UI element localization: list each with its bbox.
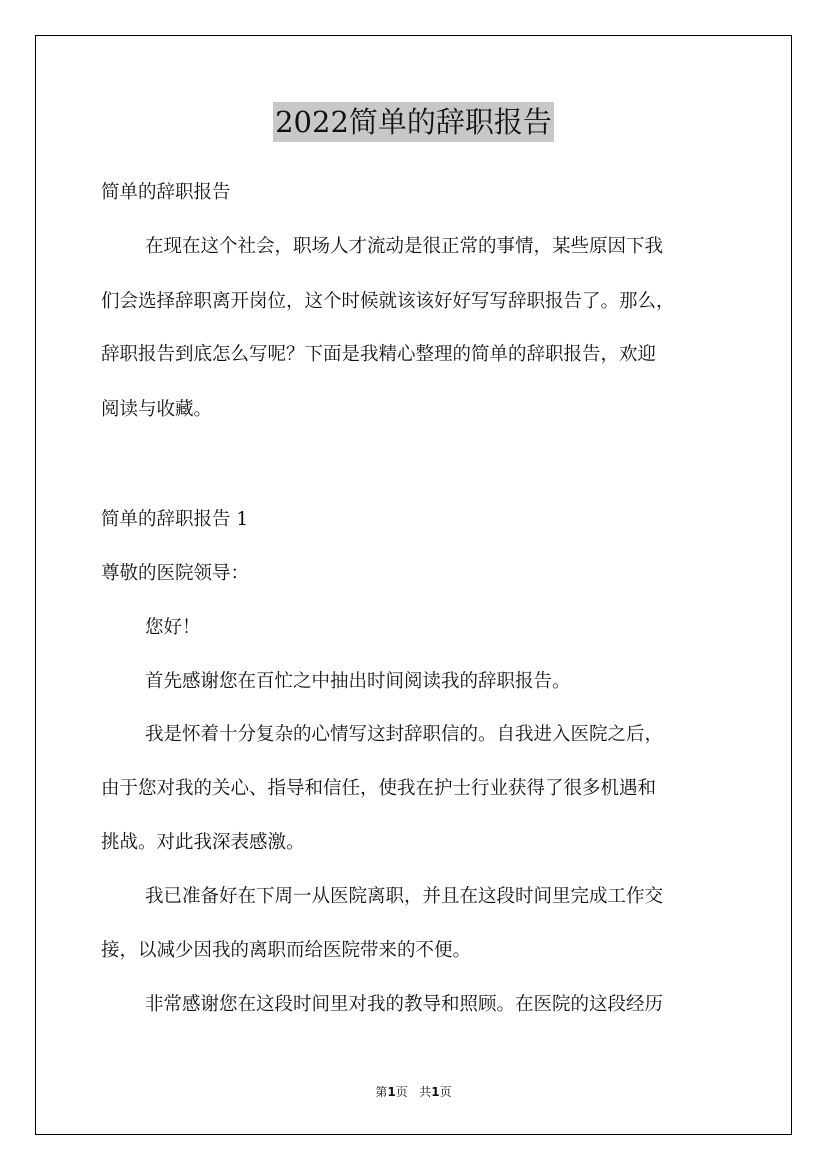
total-prefix: 共 (419, 1085, 432, 1099)
intro-line: 们会选择辞职离开岗位，这个时候就该该好好写写辞职报告了。那么， (101, 291, 675, 312)
page-footer (0, 1084, 827, 1100)
body-line: 由于您对我的关心、指导和信任，使我在护士行业获得了很多机遇和 (101, 778, 657, 799)
body-line: 首先感谢您在百忙之中抽出时间阅读我的辞职报告。 (145, 671, 571, 692)
body-line: 接，以减少因我的离职而给医院带来的不便。 (101, 940, 472, 961)
page-prefix: 第 (375, 1085, 388, 1099)
page-number: 1 (387, 1085, 396, 1099)
document-title: 2022简单的辞职报告 (273, 102, 554, 142)
intro-line: 在现在这个社会，职场人才流动是很正常的事情，某些原因下我 (145, 236, 664, 257)
greeting: 您好！ (145, 617, 201, 638)
body-line: 我已准备好在下周一从医院离职，并且在这段时间里完成工作交 (145, 886, 664, 907)
total-number: 1 (431, 1085, 440, 1099)
body-line: 我是怀着十分复杂的心情写这封辞职信的。自我进入医院之后， (145, 724, 664, 745)
subtitle: 简单的辞职报告 (101, 182, 231, 203)
intro-line: 辞职报告到底怎么写呢？下面是我精心整理的简单的辞职报告，欢迎 (101, 344, 657, 365)
page-suffix: 页 (395, 1085, 408, 1099)
total-suffix: 页 (439, 1085, 452, 1099)
title-container (0, 102, 827, 142)
body-line: 非常感谢您在这段时间里对我的教导和照顾。在医院的这段经历 (145, 994, 664, 1015)
intro-line: 阅读与收藏。 (101, 399, 213, 420)
salutation: 尊敬的医院领导： (101, 563, 250, 584)
section-heading: 简单的辞职报告 1 (101, 509, 249, 530)
body-line: 挑战。对此我深表感激。 (101, 832, 305, 853)
